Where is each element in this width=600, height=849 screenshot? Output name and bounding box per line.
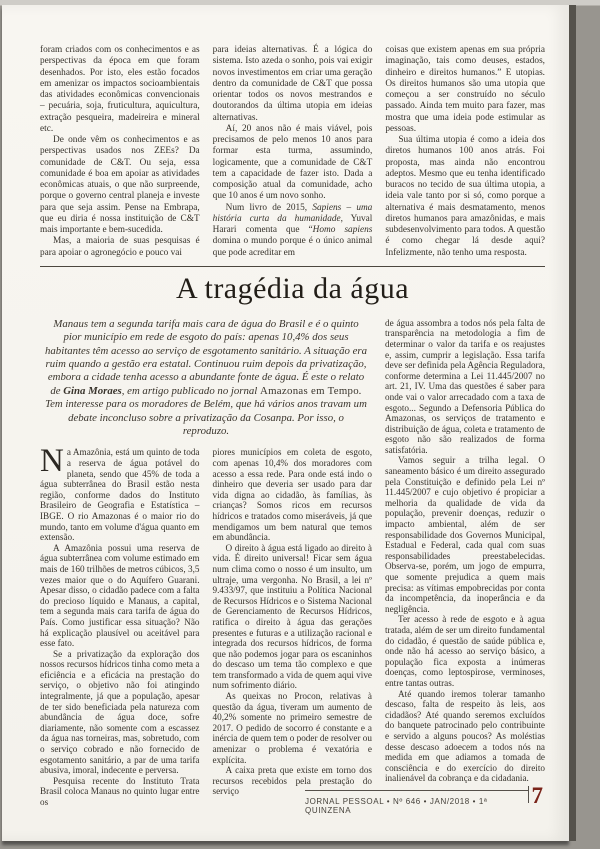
paragraph: Sua última utopia é como a ideia dos diretos humanos 100 anos atrás. Foi proposta, mas ainda não encontrou adeptos. Mesmo que eu tenha identificado buracos no tecido de sua última utopia, a ideia vale tanto por si só, como porque a alternativa é mais desmatamento, menos diretos humanos para amazônidas, e mais subdesenvolvimento para todos. A questão é como chegar lá desde aqui? Infelizmente, não tenho uma resposta.: [385, 135, 546, 258]
paragraph: O direito à água está ligado ao direito à vida. É direito universal! Ficar sem água num clima como o nosso é um insulto, um ultraje, uma vergonha. No Brasil, a lei nº 9.433/97, que instituiu a Política Nacional de Recursos Hídricos e o Sistema Nacional de Gerenciamento de Recursos Hídricos, ratifica o direito à água das gerações presentes e futuras e a utilização racional e integrada dos recursos hídricos, de forma que não podemos jogar para os escaninhos do descaso um tema tão complexo e que tem transformado a vida de quem aqui vive num sofrimento diário.: [212, 542, 372, 691]
text-run: Num livro de 2015,: [225, 202, 313, 213]
paragraph: Até quando iremos tolerar tamanho descaso, falta de respeito às leis, aos cidadãos? Até quando seremos excluídos do banquete patrocinado pelo contribuinte e servido a alguns poucos? As moléstias desse descaso adoecem a todos nós na medida em que adiamos a tomada de consciência e do exercício do direito inalienável da cobrança e da cidadania.: [385, 688, 545, 784]
paragraph: Ter acesso à rede de esgoto e à agua tratada, além de ser um direito fundamental do cidadão, é questão de saúde pública e, onde não há acesso ao serviço básico, a população fica exposta a inúmeras doenças, como leptospirose, verminoses, entre tantas outras.: [385, 614, 545, 688]
paragraph: Pesquisa recente do Instituto Trata Brasil coloca Manaus no quinto lugar entre os: [40, 775, 200, 807]
paragraph: para ideias alternativas. É a lógica do sistema. Isto azeda o sonho, pois vai exigir novos investimentos em criar uma geração dentro da comunidade de C&T que possa orientar todos os novos mestrandos e doutorandos da última utopia em ideias alternativas.: [212, 45, 373, 123]
section-divider-rule: [40, 266, 545, 267]
article-headline: A tragédia da água: [175, 271, 410, 305]
lede-text: . Tem interesse para os moradores de Belém, que há vários anos travam um debate inconcluso sobre a privatização da Cosanpa. Por isso, o reproduzo.: [45, 384, 367, 437]
article-body: [40, 316, 545, 808]
paragraph: foram criados com os conhecimentos e as perspectivas da época em que foram desenhados. Por isto, eles estão focados em amenizar os impactos socioambientais das atividades econômicas convencionais – pecuária, soja, fruticultura, aquicultura, extração pesqueira, madeireira e mineral etc.: [40, 45, 200, 134]
lede-text: , em artigo publicado no jornal: [121, 384, 261, 397]
paragraph: A Amazônia possui uma reserva de água subterrânea com volume estimado em mais de 160 trilhões de metros cúbicos, 3,5 vezes maior que o do Aquífero Guarani. Apesar disso, o cidadão padece com a falta do precioso líquido e Manaus, a capital, tem a segunda mais cara tarifa de água do País. Como justificar essa situação? Não há explicação plausível ou aceitável para esse fato.: [40, 542, 200, 649]
paragraph: [213, 203, 373, 259]
footer-rule: [305, 790, 529, 791]
paragraph: Aí, 20 anos não é mais viável, pois precisamos de pelo menos 10 anos para formar esta turma, assumindo, logicamente, que a comunidade de C&T tem a capacidade de fazer isto. Dada a composição atual da comunidade, acho que 10 anos é um novo sonho.: [212, 123, 373, 202]
page-footer: [305, 783, 543, 815]
page-number-tick: [528, 786, 529, 803]
text-run: domina o mundo porque é o único animal que pode acreditar em: [212, 236, 373, 258]
drop-cap: N: [40, 443, 64, 480]
paragraph: A caixa preta que existe em torno dos recursos recebidos pela prestação do serviço: [212, 765, 372, 797]
paragraph-with-dropcap: [40, 443, 200, 543]
journal-name: Amazonas em Tempo: [260, 384, 359, 397]
scanned-page: [2, 5, 569, 841]
page-number: 7: [531, 783, 543, 808]
article-lede: [40, 316, 372, 439]
article-two-columns: [40, 443, 372, 807]
previous-article-continuation: [40, 45, 545, 259]
paragraph: piores municípios em coleta de esgoto, com apenas 10,4% dos moradores com acesso a essa rede. Para onde está indo o dinheiro que deveria ser usado para dar vida digna ao cidadão, às famílias, às crianças? Somos ricos em recursos hídricos e tratados como miseráveis, já que mendigamos um bem natural que temos em abundância.: [212, 447, 372, 543]
article-column-3: [385, 316, 545, 808]
article-left-block: [40, 316, 372, 808]
journal-credit: JORNAL PESSOAL • Nº 646 • JAN/2018 • 1ª QUINZENA: [305, 797, 488, 815]
book-title: Sapiens – uma história curta da humanidade: [212, 202, 373, 224]
paragraph: Se a privatização da exploração dos nossos recursos hídricos tinha como meta a eficiência e a eficácia na prestação do serviço, o objetivo não foi atingindo integralmente, já que a população, apesar de ter sido beneficiada pela natureza com abundância de água doce, sofre diariamente, não somente com a escassez da água nas torneiras, mas, sobretudo, com o serviço cobrado e não fornecido de esgotamento sanitário, a par de uma tarifa abusiva, imoral, indecente e perversa.: [40, 648, 200, 776]
latin-term: Homo sapiens: [312, 225, 373, 235]
paragraph: As queixas no Procon, relativas à questão da água, tiveram um aumento de 40,2% somente no primeiro semestre de 2017. O pedido de socorro é constante e a inércia de quem tem o poder de resolver ou amenizar o problema é vexatória e explícita.: [212, 691, 372, 765]
prev-article-column-1: [40, 45, 200, 259]
text-run: a Amazônia, está um quinto de toda a reserva de água potável do planeta, sendo que 45% de toda a água subterrânea do Brasil estão nesta região, conforme dados do Instituto Brasileiro de Geografia e Estatística – IBGE. O rio Amazonas é o maior rio do mundo, tanto em volume d'água quanto em extensão.: [40, 447, 200, 543]
author-name: Gina Moraes: [63, 384, 122, 397]
prev-article-column-2: [213, 45, 373, 259]
paragraph: De onde vêm os conhecimentos e as perspectivas usados nos ZEEs? Da comunidade de C&T. Ou seja, essa comunidade é boa em apoiar as atividades econômicas atuais, o que não surpreende, porque o governo central planeja e investe para que seja assim. Pense na Embrapa, que eu diria é nossa instituição de C&T mais importante e bem-sucedida.: [40, 135, 200, 235]
paragraph: Mas, a maioria de suas pesquisas é para apoiar o agronegócio e pouco vai: [40, 236, 200, 258]
text-run: , Yuval Harari comenta que “: [212, 213, 373, 235]
lede-text: Manaus tem a segunda tarifa mais cara de água do Brasil e é o quinto pior município em rede de esgoto do país: apenas 10,4% dos seus habitantes têm acesso ao serviço de esgotamento sanitário. A situação era ruim quando a gestão era estatal. Continuou ruim depois da privatização, embora a cidade tenha acesso a abundante fonte de água. É este o relato de: [45, 317, 367, 397]
paragraph: Vamos seguir a trilha legal. O saneamento básico é um direito assegurado pela Constituição e definido pela Lei nº 11.445/2007 e cujo objetivo é propiciar a melhoria da qualidade de vida da população, prevenir doenças, reduzir o impacto ambiental, além de ser responsabilidade dos Governos Municipal, Estadual e Federal, cada qual com suas responsabilidades preestabelecidas. Observa-se, porém, um jogo de empurra, que somente prejudica a quem mais precisa: as vítimas empobrecidas por conta da incompetência, da inoperância e da negligência.: [385, 455, 545, 614]
article-column-1: [40, 443, 200, 807]
paragraph: coisas que existem apenas em sua própria imaginação, tais como deuses, estados, dinheiro e direitos humanos.” E utopias. Os direitos humanos são uma utopia que começou a ser construído no século passado. Ainda tem muito para fazer, mas mostra que uma ideia pode estimular as pessoas.: [385, 45, 546, 134]
footer-line: [305, 783, 543, 815]
article-column-2: [213, 447, 373, 807]
paragraph: de água assombra a todos nós pela falta de transparência na metodologia a fim de determinar o valor da tarifa e os reajustes e, assim, cumprir a legislação. Essa tarifa deve ser definida pela Agência Reguladora, conforme determina a Lei 11.445/2007 no art. 21, IV. Uma das questões é saber para onde vai o valor arrecadado com a taxa de esgoto... Segundo a Defensoria Pública do Amazonas, os serviços de tratamento e distribuição de água, coleta e tratamento de esgoto não são realizados de forma satisfatória.: [385, 317, 545, 455]
prev-article-column-3: [385, 45, 545, 259]
